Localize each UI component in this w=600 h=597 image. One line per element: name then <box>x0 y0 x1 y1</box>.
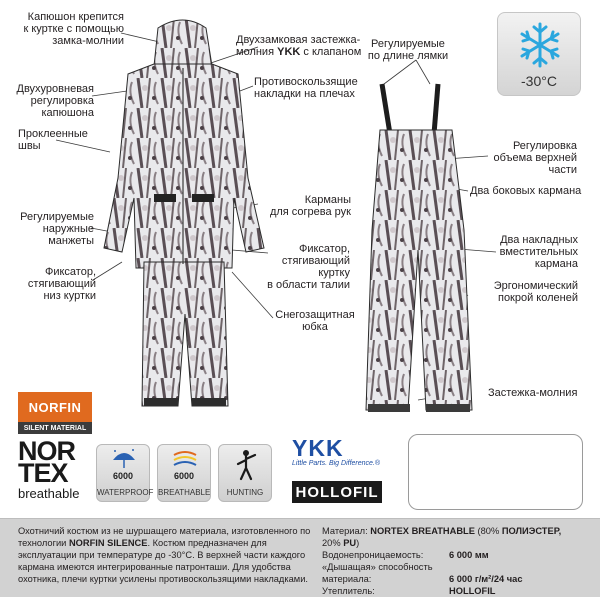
empty-frame <box>408 434 583 510</box>
callout-waist-lock: Фиксатор, стягивающий куртку в области талии <box>267 243 350 291</box>
norfin-subtitle: SILENT MATERIAL <box>18 422 92 434</box>
callout-shoulder-pads: Противоскользящие накладки на плечах <box>254 76 358 100</box>
callout-cuffs: Регулируемые наружные манжеты <box>20 211 94 247</box>
overalls-illustration <box>360 70 480 415</box>
product-description: Охотничий костюм из не шуршащего материала, изготовленного по технологии NORFIN SILENCE. Костюм предназначен для эксплуатации при температуре до -30°C. В верхней части каждого кармана имеются интегрированные патронташи. Для удобства охотника, плечи куртки усилены противоскользящими накладками. <box>18 526 311 584</box>
ykk-tagline: Little Parts. Big Difference.® <box>292 460 381 467</box>
callout-pants-zip: Застежка-молния <box>488 387 578 399</box>
snowflake-icon <box>518 21 562 69</box>
hunting-tile <box>218 444 272 502</box>
hunting-label: HUNTING <box>226 488 264 497</box>
ykk-wordmark: YKK <box>292 435 344 461</box>
spec-breathability-label: «Дышащая» способность <box>322 562 433 572</box>
callout-knee-pads: Эргономический покрой коленей <box>493 280 578 304</box>
umbrella-icon <box>111 448 137 470</box>
nortex-line-2: TEX <box>18 458 68 488</box>
spec-waterproof: Водонепроницаемость: 6 000 мм <box>322 550 489 560</box>
waterproof-tile <box>96 444 154 502</box>
callout-taped-seams: Проклеенные швы <box>18 128 88 152</box>
waterproof-label: WATERPROOF <box>97 488 154 497</box>
callout-snow-skirt: Снегозащитная юбка <box>275 309 355 333</box>
callout-volume-adjust: Регулировка объема верхней части <box>493 140 577 176</box>
callout-hood-adjust: Двухуровневая регулировка капюшона <box>16 83 94 119</box>
hollofil-logo: HOLLOFIL <box>292 481 382 503</box>
info-panel <box>0 518 600 597</box>
spec-insulation: Утеплитель: HOLLOFIL <box>322 586 496 596</box>
breathable-value: 6000 <box>173 471 195 481</box>
nortex-line-1: NOR <box>18 436 75 466</box>
jacket-illustration <box>88 18 278 410</box>
breathable-tile <box>157 444 211 502</box>
callout-hand-pockets: Карманы для согрева рук <box>269 194 351 218</box>
hunter-icon <box>233 449 259 481</box>
waterproof-value: 6000 <box>112 471 134 481</box>
temperature-value: -30°C <box>521 73 557 89</box>
temperature-badge <box>497 12 581 96</box>
spec-material-cont: 20% PU) <box>322 538 360 548</box>
norfin-wordmark: NORFIN <box>18 392 92 422</box>
callout-straps: Регулируемые по длине лямки <box>367 38 449 62</box>
callout-hood-attach: Капюшон крепится к куртке с помощью замка-молнии <box>23 11 124 47</box>
callout-side-pockets: Два боковых кармана <box>470 185 582 197</box>
breathable-label: BREATHABLE <box>158 488 211 497</box>
callout-patch-pockets: Два накладных вместительных кармана <box>499 234 578 270</box>
fabric-layers-icon <box>172 449 198 469</box>
nortex-sub: breathable <box>18 486 80 501</box>
ykk-logo <box>292 436 392 476</box>
spec-material: Материал: NORTEX BREATHABLE (80% ПОЛИЭСТЕР, <box>322 526 562 536</box>
callout-zipper: Двухзамковая застежка- молния YKK с клапаном <box>236 34 362 58</box>
norfin-logo <box>18 392 92 434</box>
product-specs <box>322 525 592 597</box>
spec-breathability: материала: 6 000 г/м²/24 час <box>322 574 523 584</box>
callout-hem-lock: Фиксатор, стягивающий низ куртки <box>27 266 96 302</box>
nortex-logo <box>18 436 88 501</box>
